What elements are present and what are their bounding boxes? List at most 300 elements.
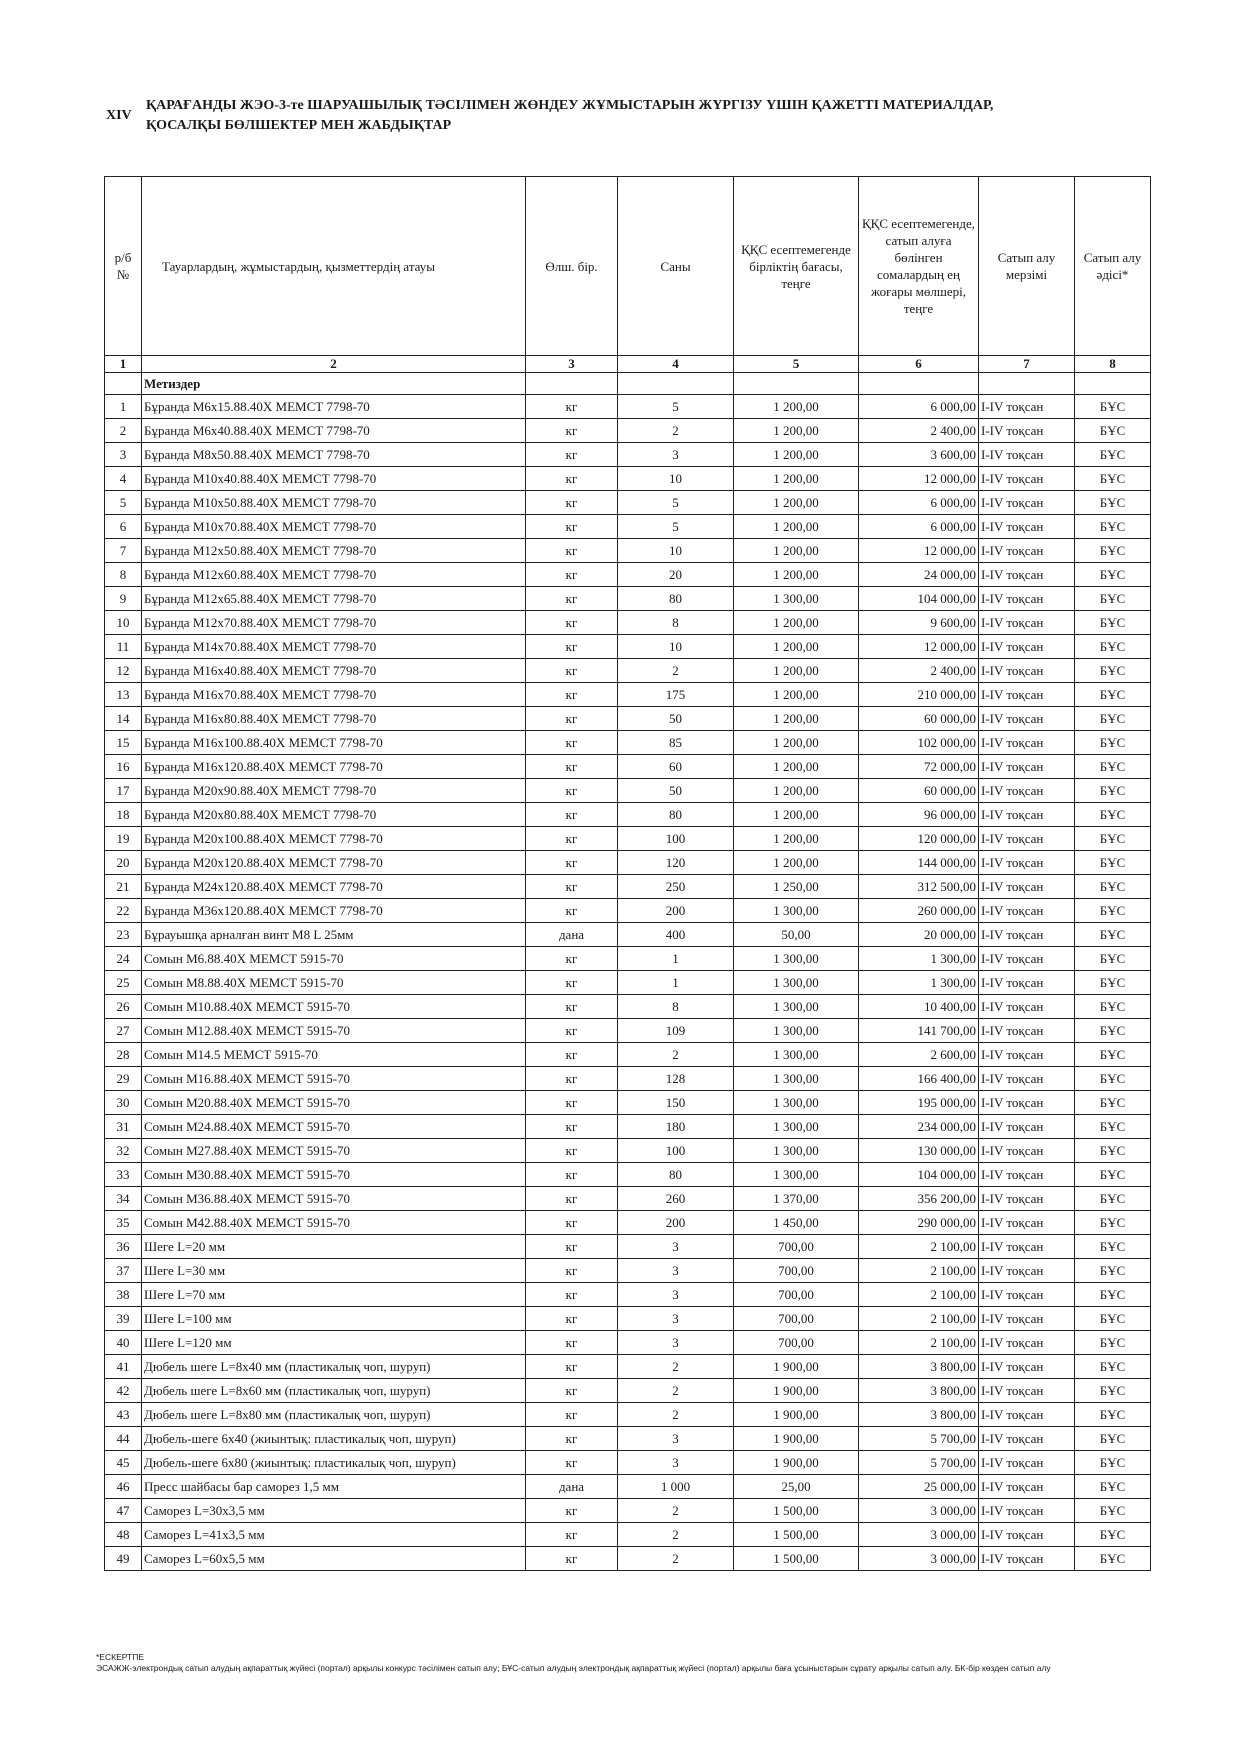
purchase-term: I-IV тоқсан (979, 563, 1075, 587)
unit: кг (526, 1355, 618, 1379)
purchase-method: БҰС (1075, 1547, 1151, 1571)
purchase-term: I-IV тоқсан (979, 611, 1075, 635)
unit: кг (526, 755, 618, 779)
purchase-method: БҰС (1075, 1475, 1151, 1499)
max-amount: 2 100,00 (859, 1259, 979, 1283)
purchase-term: I-IV тоқсан (979, 443, 1075, 467)
unit: кг (526, 1235, 618, 1259)
quantity: 3 (618, 1307, 734, 1331)
quantity: 60 (618, 755, 734, 779)
table-body (105, 395, 1151, 1571)
unit: кг (526, 1523, 618, 1547)
item-name: Шеге L=120 мм (142, 1331, 526, 1355)
max-amount: 2 600,00 (859, 1043, 979, 1067)
col-header-method: Сатып алу әдісі* (1075, 177, 1151, 356)
purchase-term: I-IV тоқсан (979, 1259, 1075, 1283)
max-amount: 195 000,00 (859, 1091, 979, 1115)
table-row (105, 947, 1151, 971)
purchase-method: БҰС (1075, 1235, 1151, 1259)
max-amount: 260 000,00 (859, 899, 979, 923)
row-number: 35 (105, 1211, 142, 1235)
row-number: 17 (105, 779, 142, 803)
quantity: 8 (618, 611, 734, 635)
heading-line-2: ҚОСАЛҚЫ БӨЛШЕКТЕР МЕН ЖАБДЫҚТАР (146, 118, 452, 133)
unit-price: 700,00 (734, 1307, 859, 1331)
unit: кг (526, 587, 618, 611)
row-number: 41 (105, 1355, 142, 1379)
row-number: 28 (105, 1043, 142, 1067)
purchase-term: I-IV тоқсан (979, 1307, 1075, 1331)
unit-price: 1 300,00 (734, 1115, 859, 1139)
unit-price: 1 200,00 (734, 467, 859, 491)
unit-price: 1 370,00 (734, 1187, 859, 1211)
quantity: 200 (618, 1211, 734, 1235)
column-number: 8 (1075, 356, 1151, 373)
unit-price: 1 200,00 (734, 803, 859, 827)
item-name: Пресс шайбасы бар саморез 1,5 мм (142, 1475, 526, 1499)
row-number: 37 (105, 1259, 142, 1283)
max-amount: 5 700,00 (859, 1451, 979, 1475)
table-row (105, 1475, 1151, 1499)
row-number: 46 (105, 1475, 142, 1499)
unit: дана (526, 1475, 618, 1499)
footnote (96, 1652, 1166, 1674)
purchase-term: I-IV тоқсан (979, 1211, 1075, 1235)
max-amount: 12 000,00 (859, 635, 979, 659)
item-name: Бұранда М12х60.88.40Х МЕМСТ 7798-70 (142, 563, 526, 587)
unit-price: 1 300,00 (734, 587, 859, 611)
row-number: 31 (105, 1115, 142, 1139)
row-number: 43 (105, 1403, 142, 1427)
max-amount: 96 000,00 (859, 803, 979, 827)
column-number: 4 (618, 356, 734, 373)
unit-price: 1 200,00 (734, 611, 859, 635)
unit: кг (526, 1139, 618, 1163)
unit: кг (526, 851, 618, 875)
item-name: Дюбель-шеге 6х40 (жиынтық: пластикалық чоп, шуруп) (142, 1427, 526, 1451)
row-number: 30 (105, 1091, 142, 1115)
item-name: Сомын М27.88.40Х МЕМСТ 5915-70 (142, 1139, 526, 1163)
purchase-term: I-IV тоқсан (979, 1451, 1075, 1475)
unit: кг (526, 731, 618, 755)
item-name: Бұранда М36х120.88.40Х МЕМСТ 7798-70 (142, 899, 526, 923)
row-number: 39 (105, 1307, 142, 1331)
purchase-term: I-IV тоқсан (979, 1523, 1075, 1547)
group-row (105, 373, 1151, 395)
purchase-term: I-IV тоқсан (979, 1235, 1075, 1259)
table-row (105, 875, 1151, 899)
footnote-text: ЭСАЖЖ-электрондық сатып алудың ақпараттық жүйесі (портал) арқылы конкурс тәсілімен сатып алу; БҰС-сатып алудың электрондық ақпараттық жүйесі (портал) арқылы баға ұсыныстарын сұрату арқылы сатып алу. БК-бір көзден сатып алу (96, 1663, 1051, 1673)
max-amount: 144 000,00 (859, 851, 979, 875)
unit-price: 1 200,00 (734, 539, 859, 563)
purchase-method: БҰС (1075, 1115, 1151, 1139)
unit: кг (526, 1451, 618, 1475)
purchase-method: БҰС (1075, 1187, 1151, 1211)
row-number: 42 (105, 1379, 142, 1403)
unit: кг (526, 1499, 618, 1523)
table-row (105, 731, 1151, 755)
item-name: Бұранда М20х80.88.40Х МЕМСТ 7798-70 (142, 803, 526, 827)
col-header-amount: ҚҚС есептемегенде, сатып алуға бөлінген сомалардың ең жоғары мөлшері, теңге (859, 177, 979, 356)
table-row (105, 1211, 1151, 1235)
purchase-method: БҰС (1075, 1427, 1151, 1451)
unit: кг (526, 995, 618, 1019)
quantity: 128 (618, 1067, 734, 1091)
purchase-method: БҰС (1075, 755, 1151, 779)
max-amount: 24 000,00 (859, 563, 979, 587)
item-name: Бұранда М10х70.88.40Х МЕМСТ 7798-70 (142, 515, 526, 539)
unit: кг (526, 467, 618, 491)
unit-price: 1 200,00 (734, 515, 859, 539)
unit-price: 1 300,00 (734, 899, 859, 923)
purchase-term: I-IV тоқсан (979, 995, 1075, 1019)
row-number: 34 (105, 1187, 142, 1211)
purchase-term: I-IV тоқсан (979, 491, 1075, 515)
unit: кг (526, 419, 618, 443)
row-number: 3 (105, 443, 142, 467)
column-number: 5 (734, 356, 859, 373)
unit: кг (526, 803, 618, 827)
max-amount: 3 800,00 (859, 1379, 979, 1403)
quantity: 3 (618, 1427, 734, 1451)
max-amount: 2 100,00 (859, 1235, 979, 1259)
quantity: 10 (618, 539, 734, 563)
quantity: 85 (618, 731, 734, 755)
item-name: Дюбель шеге L=8х60 мм (пластикалық чоп, шуруп) (142, 1379, 526, 1403)
quantity: 8 (618, 995, 734, 1019)
purchase-term: I-IV тоқсан (979, 923, 1075, 947)
quantity: 50 (618, 707, 734, 731)
row-number: 24 (105, 947, 142, 971)
unit-price: 1 500,00 (734, 1547, 859, 1571)
unit-price: 1 300,00 (734, 1019, 859, 1043)
item-name: Сомын М12.88.40Х МЕМСТ 5915-70 (142, 1019, 526, 1043)
table-row (105, 1307, 1151, 1331)
row-number: 13 (105, 683, 142, 707)
unit-price: 1 200,00 (734, 707, 859, 731)
purchase-method: БҰС (1075, 851, 1151, 875)
table-row (105, 755, 1151, 779)
unit-price: 1 200,00 (734, 827, 859, 851)
row-number: 8 (105, 563, 142, 587)
purchase-term: I-IV тоқсан (979, 1043, 1075, 1067)
table-row (105, 1163, 1151, 1187)
purchase-method: БҰС (1075, 803, 1151, 827)
purchase-term: I-IV тоқсан (979, 947, 1075, 971)
quantity: 2 (618, 1403, 734, 1427)
quantity: 80 (618, 587, 734, 611)
purchase-method: БҰС (1075, 995, 1151, 1019)
max-amount: 3 600,00 (859, 443, 979, 467)
max-amount: 6 000,00 (859, 515, 979, 539)
purchase-method: БҰС (1075, 827, 1151, 851)
purchase-term: I-IV тоқсан (979, 587, 1075, 611)
purchase-term: I-IV тоқсан (979, 683, 1075, 707)
row-number: 11 (105, 635, 142, 659)
max-amount: 10 400,00 (859, 995, 979, 1019)
item-name: Шеге L=20 мм (142, 1235, 526, 1259)
table-row (105, 1115, 1151, 1139)
column-number: 1 (105, 356, 142, 373)
unit: кг (526, 563, 618, 587)
max-amount: 2 100,00 (859, 1307, 979, 1331)
unit: кг (526, 971, 618, 995)
unit-price: 1 450,00 (734, 1211, 859, 1235)
unit-price: 1 250,00 (734, 875, 859, 899)
purchase-method: БҰС (1075, 971, 1151, 995)
purchase-term: I-IV тоқсан (979, 1355, 1075, 1379)
item-name: Саморез L=30х3,5 мм (142, 1499, 526, 1523)
unit-price: 1 200,00 (734, 755, 859, 779)
quantity: 400 (618, 923, 734, 947)
unit-price: 1 200,00 (734, 779, 859, 803)
quantity: 10 (618, 467, 734, 491)
quantity: 2 (618, 1379, 734, 1403)
unit: кг (526, 899, 618, 923)
row-number: 49 (105, 1547, 142, 1571)
row-number: 1 (105, 395, 142, 419)
quantity: 1 (618, 971, 734, 995)
purchase-method: БҰС (1075, 467, 1151, 491)
quantity: 3 (618, 1235, 734, 1259)
table-row (105, 1043, 1151, 1067)
row-number: 5 (105, 491, 142, 515)
purchase-method: БҰС (1075, 443, 1151, 467)
purchase-method: БҰС (1075, 563, 1151, 587)
purchase-method: БҰС (1075, 1451, 1151, 1475)
item-name: Сомын М8.88.40Х МЕМСТ 5915-70 (142, 971, 526, 995)
purchase-method: БҰС (1075, 587, 1151, 611)
table-row (105, 419, 1151, 443)
item-name: Бұранда М10х50.88.40Х МЕМСТ 7798-70 (142, 491, 526, 515)
unit-price: 1 300,00 (734, 1139, 859, 1163)
item-name: Дюбель-шеге 6х80 (жиынтық: пластикалық чоп, шуруп) (142, 1451, 526, 1475)
item-name: Бұранда М10х40.88.40Х МЕМСТ 7798-70 (142, 467, 526, 491)
item-name: Бұранда М6х15.88.40Х МЕМСТ 7798-70 (142, 395, 526, 419)
unit: кг (526, 1427, 618, 1451)
item-name: Сомын М42.88.40Х МЕМСТ 5915-70 (142, 1211, 526, 1235)
item-name: Бұранда М20х120.88.40Х МЕМСТ 7798-70 (142, 851, 526, 875)
item-name: Бұранда М8х50.88.40Х МЕМСТ 7798-70 (142, 443, 526, 467)
row-number: 36 (105, 1235, 142, 1259)
purchase-method: БҰС (1075, 1163, 1151, 1187)
purchase-method: БҰС (1075, 419, 1151, 443)
unit-price: 50,00 (734, 923, 859, 947)
purchase-term: I-IV тоқсан (979, 1283, 1075, 1307)
column-number: 6 (859, 356, 979, 373)
max-amount: 6 000,00 (859, 491, 979, 515)
table-row (105, 1379, 1151, 1403)
unit-price: 700,00 (734, 1259, 859, 1283)
table-row (105, 707, 1151, 731)
unit: кг (526, 1259, 618, 1283)
purchase-method: БҰС (1075, 1019, 1151, 1043)
unit: кг (526, 515, 618, 539)
unit: кг (526, 1163, 618, 1187)
unit: кг (526, 827, 618, 851)
purchase-method: БҰС (1075, 899, 1151, 923)
unit-price: 1 200,00 (734, 659, 859, 683)
max-amount: 3 800,00 (859, 1355, 979, 1379)
quantity: 80 (618, 803, 734, 827)
unit: кг (526, 947, 618, 971)
unit-price: 1 200,00 (734, 731, 859, 755)
purchase-method: БҰС (1075, 1043, 1151, 1067)
max-amount: 2 400,00 (859, 659, 979, 683)
purchase-term: I-IV тоқсан (979, 899, 1075, 923)
max-amount: 356 200,00 (859, 1187, 979, 1211)
col-header-no: р/б № (105, 177, 142, 356)
item-name: Сомын М24.88.40Х МЕМСТ 5915-70 (142, 1115, 526, 1139)
purchase-method: БҰС (1075, 1331, 1151, 1355)
quantity: 100 (618, 1139, 734, 1163)
table-row (105, 851, 1151, 875)
row-number: 38 (105, 1283, 142, 1307)
max-amount: 60 000,00 (859, 779, 979, 803)
row-number: 23 (105, 923, 142, 947)
unit-price: 25,00 (734, 1475, 859, 1499)
table-row (105, 1091, 1151, 1115)
row-number: 26 (105, 995, 142, 1019)
table-row (105, 491, 1151, 515)
unit-price: 1 200,00 (734, 563, 859, 587)
quantity: 80 (618, 1163, 734, 1187)
purchase-method: БҰС (1075, 1499, 1151, 1523)
unit-price: 1 300,00 (734, 995, 859, 1019)
unit: дана (526, 923, 618, 947)
quantity: 3 (618, 1283, 734, 1307)
unit: кг (526, 1115, 618, 1139)
table-row (105, 1235, 1151, 1259)
table-row (105, 1355, 1151, 1379)
unit-price: 1 200,00 (734, 491, 859, 515)
quantity: 180 (618, 1115, 734, 1139)
unit: кг (526, 635, 618, 659)
max-amount: 60 000,00 (859, 707, 979, 731)
purchase-method: БҰС (1075, 1355, 1151, 1379)
unit: кг (526, 1067, 618, 1091)
row-number: 33 (105, 1163, 142, 1187)
table-row (105, 1403, 1151, 1427)
purchase-term: I-IV тоқсан (979, 659, 1075, 683)
unit-price: 1 300,00 (734, 947, 859, 971)
unit-price: 1 900,00 (734, 1427, 859, 1451)
header-row (105, 177, 1151, 356)
row-number: 7 (105, 539, 142, 563)
purchase-method: БҰС (1075, 1067, 1151, 1091)
unit: кг (526, 659, 618, 683)
purchase-method: БҰС (1075, 1211, 1151, 1235)
purchase-term: I-IV тоқсан (979, 827, 1075, 851)
max-amount: 12 000,00 (859, 539, 979, 563)
item-name: Саморез L=60х5,5 мм (142, 1547, 526, 1571)
purchase-method: БҰС (1075, 611, 1151, 635)
purchase-method: БҰС (1075, 395, 1151, 419)
footnote-title: *ЕСКЕРТПЕ (96, 1652, 144, 1662)
purchase-term: I-IV тоқсан (979, 755, 1075, 779)
quantity: 250 (618, 875, 734, 899)
purchase-term: I-IV тоқсан (979, 971, 1075, 995)
table-row (105, 1139, 1151, 1163)
item-name: Сомын М6.88.40Х МЕМСТ 5915-70 (142, 947, 526, 971)
max-amount: 104 000,00 (859, 1163, 979, 1187)
row-number: 6 (105, 515, 142, 539)
section-number: XIV (106, 108, 132, 123)
max-amount: 20 000,00 (859, 923, 979, 947)
quantity: 1 (618, 947, 734, 971)
purchase-term: I-IV тоқсан (979, 467, 1075, 491)
unit: кг (526, 1331, 618, 1355)
purchase-method: БҰС (1075, 1523, 1151, 1547)
purchase-term: I-IV тоқсан (979, 1379, 1075, 1403)
purchase-term: I-IV тоқсан (979, 1091, 1075, 1115)
unit: кг (526, 395, 618, 419)
item-name: Бұранда М16х70.88.40Х МЕМСТ 7798-70 (142, 683, 526, 707)
max-amount: 2 100,00 (859, 1331, 979, 1355)
purchase-method: БҰС (1075, 1259, 1151, 1283)
unit-price: 1 200,00 (734, 851, 859, 875)
max-amount: 25 000,00 (859, 1475, 979, 1499)
row-number: 20 (105, 851, 142, 875)
column-number: 3 (526, 356, 618, 373)
table-row (105, 1283, 1151, 1307)
row-number: 15 (105, 731, 142, 755)
purchase-method: БҰС (1075, 539, 1151, 563)
col-header-qty: Саны (618, 177, 734, 356)
unit: кг (526, 683, 618, 707)
item-name: Саморез L=41х3,5 мм (142, 1523, 526, 1547)
table-row (105, 659, 1151, 683)
table-row (105, 1067, 1151, 1091)
quantity: 120 (618, 851, 734, 875)
table-row (105, 779, 1151, 803)
item-name: Сомын М20.88.40Х МЕМСТ 5915-70 (142, 1091, 526, 1115)
unit: кг (526, 1187, 618, 1211)
row-number: 45 (105, 1451, 142, 1475)
table-row (105, 467, 1151, 491)
row-number: 27 (105, 1019, 142, 1043)
row-number: 21 (105, 875, 142, 899)
max-amount: 130 000,00 (859, 1139, 979, 1163)
table-row (105, 995, 1151, 1019)
item-name: Шеге L=100 мм (142, 1307, 526, 1331)
purchase-method: БҰС (1075, 1139, 1151, 1163)
quantity: 10 (618, 635, 734, 659)
purchase-term: I-IV тоқсан (979, 395, 1075, 419)
purchase-term: I-IV тоқсан (979, 1139, 1075, 1163)
quantity: 1 000 (618, 1475, 734, 1499)
max-amount: 12 000,00 (859, 467, 979, 491)
max-amount: 120 000,00 (859, 827, 979, 851)
unit: кг (526, 491, 618, 515)
purchase-term: I-IV тоқсан (979, 1115, 1075, 1139)
purchase-method: БҰС (1075, 707, 1151, 731)
quantity: 2 (618, 1547, 734, 1571)
table-row (105, 563, 1151, 587)
row-number: 2 (105, 419, 142, 443)
table-row (105, 803, 1151, 827)
item-name: Сомын М10.88.40Х МЕМСТ 5915-70 (142, 995, 526, 1019)
col-header-price: ҚҚС есептемегенде бірліктің бағасы, теңге (734, 177, 859, 356)
unit: кг (526, 707, 618, 731)
col-header-name: Тауарлардың, жұмыстардың, қызметтердің атауы (142, 177, 526, 356)
row-number: 9 (105, 587, 142, 611)
unit-price: 700,00 (734, 1331, 859, 1355)
max-amount: 3 800,00 (859, 1403, 979, 1427)
item-name: Бұранда М24х120.88.40Х МЕМСТ 7798-70 (142, 875, 526, 899)
purchase-method: БҰС (1075, 731, 1151, 755)
purchase-term: I-IV тоқсан (979, 635, 1075, 659)
